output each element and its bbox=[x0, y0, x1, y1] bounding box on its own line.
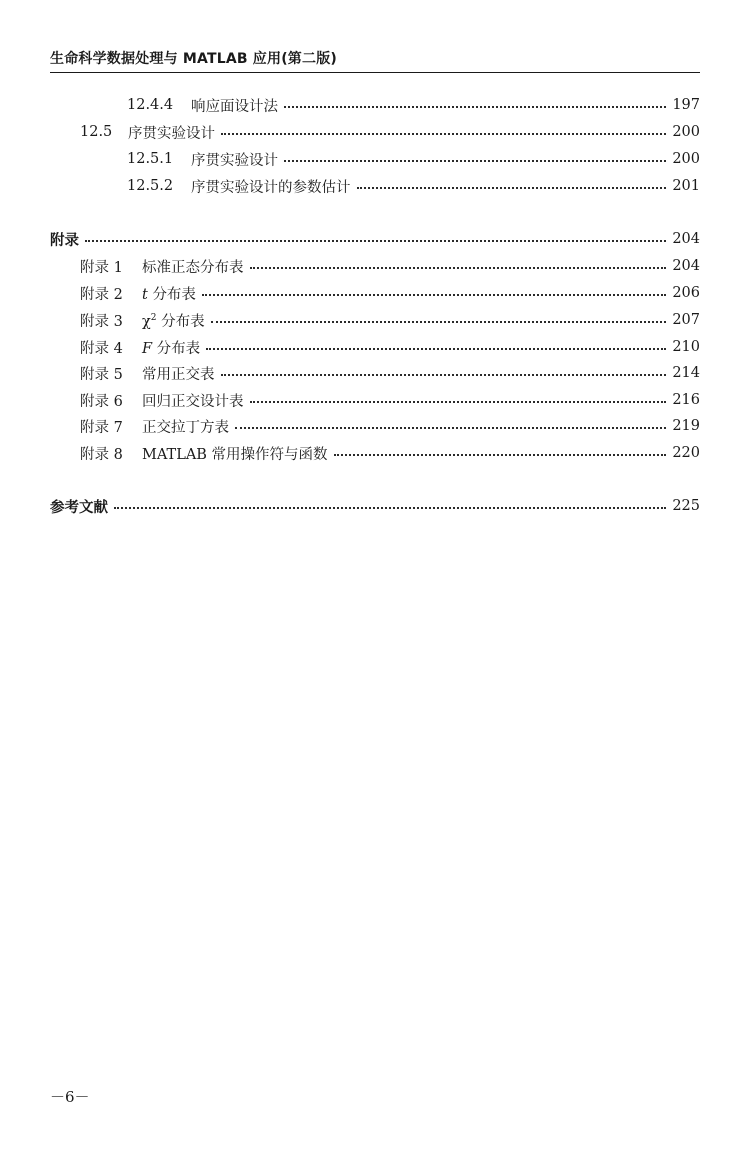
chi-superscript: 2 bbox=[150, 312, 157, 323]
toc-entry-appendix-4[interactable] bbox=[80, 334, 700, 360]
appendix-title: 回归正交设计表 bbox=[142, 393, 244, 410]
appendix-number: 附录 5 bbox=[80, 366, 123, 383]
footer-page-number: －6－ bbox=[50, 1088, 90, 1106]
appendix-title: 常用正交表 bbox=[142, 366, 215, 383]
toc-entry-12-5[interactable] bbox=[80, 119, 700, 145]
page-number: 220 bbox=[672, 445, 700, 461]
section-number: 12.5 bbox=[80, 124, 113, 140]
appendix-number: 附录 1 bbox=[80, 259, 123, 276]
running-header: 生命科学数据处理与 MATLAB 应用(第二版) bbox=[50, 51, 338, 67]
t-symbol: t bbox=[142, 286, 148, 303]
dot-leader bbox=[357, 187, 667, 189]
toc-entry-appendix-8[interactable] bbox=[80, 440, 700, 466]
toc-entry-appendix-7[interactable] bbox=[80, 413, 700, 439]
dot-leader bbox=[284, 160, 666, 162]
toc-entry-appendix-2[interactable] bbox=[80, 280, 700, 306]
toc-entry-appendix-5[interactable] bbox=[80, 360, 700, 386]
section-title: 序贯实验设计 bbox=[128, 125, 215, 142]
toc-entry-appendix-1[interactable] bbox=[80, 253, 700, 279]
page-number: 201 bbox=[672, 178, 700, 194]
dot-leader bbox=[211, 321, 667, 323]
toc-entry-12-4-4[interactable] bbox=[127, 92, 700, 118]
section-title: 序贯实验设计的参数估计 bbox=[191, 179, 351, 196]
dot-leader bbox=[221, 133, 666, 135]
appendix-title bbox=[142, 310, 205, 331]
page-number: 214 bbox=[672, 365, 700, 381]
dot-leader bbox=[202, 294, 666, 296]
page-number: 207 bbox=[672, 312, 700, 328]
f-symbol: F bbox=[142, 340, 153, 357]
toc-entry-appendix-6[interactable] bbox=[80, 387, 700, 413]
page-number: 206 bbox=[672, 285, 700, 301]
dot-leader bbox=[250, 267, 667, 269]
appendix-title bbox=[142, 283, 196, 304]
dot-leader bbox=[85, 240, 666, 242]
dot-leader bbox=[221, 374, 667, 376]
appendix-number: 附录 8 bbox=[80, 446, 123, 463]
dot-leader bbox=[114, 507, 666, 509]
toc-entry-12-5-2[interactable] bbox=[127, 173, 700, 199]
page-number: 216 bbox=[672, 392, 700, 408]
page-number: 204 bbox=[672, 231, 700, 247]
appendix-number: 附录 6 bbox=[80, 393, 123, 410]
chapter-title: 附录 bbox=[50, 232, 79, 249]
appendix-title-text: 分布表 bbox=[152, 286, 196, 303]
section-number: 12.5.2 bbox=[127, 178, 174, 194]
dot-leader bbox=[235, 427, 666, 429]
header-rule bbox=[50, 72, 700, 73]
appendix-number: 附录 2 bbox=[80, 286, 123, 303]
section-title: 序贯实验设计 bbox=[191, 152, 278, 169]
toc-entry-12-5-1[interactable] bbox=[127, 146, 700, 172]
section-number: 12.5.1 bbox=[127, 151, 174, 167]
page-number: 200 bbox=[672, 151, 700, 167]
appendix-title: MATLAB 常用操作符与函数 bbox=[142, 446, 328, 463]
page-number: 210 bbox=[672, 339, 700, 355]
section-title: 响应面设计法 bbox=[191, 98, 278, 115]
toc-entry-appendix[interactable] bbox=[50, 226, 700, 252]
dot-leader bbox=[284, 106, 666, 108]
section-number: 12.4.4 bbox=[127, 97, 174, 113]
page-number: 225 bbox=[672, 498, 700, 514]
page-number: 219 bbox=[672, 418, 700, 434]
chapter-title: 参考文献 bbox=[50, 499, 108, 516]
dot-leader bbox=[250, 401, 667, 403]
appendix-number: 附录 3 bbox=[80, 313, 123, 330]
appendix-title bbox=[142, 337, 200, 358]
page-number: 197 bbox=[672, 97, 700, 113]
dot-leader bbox=[206, 348, 666, 350]
appendix-title-text: 分布表 bbox=[156, 340, 201, 357]
appendix-title: 标准正态分布表 bbox=[142, 259, 244, 276]
toc-entry-references[interactable] bbox=[50, 493, 700, 519]
toc-entry-appendix-3[interactable] bbox=[80, 307, 700, 333]
appendix-title-text: 分布表 bbox=[161, 313, 205, 330]
page-number: 204 bbox=[672, 258, 700, 274]
page-number: 200 bbox=[672, 124, 700, 140]
appendix-number: 附录 4 bbox=[80, 340, 123, 357]
chi-symbol: χ bbox=[142, 313, 151, 330]
appendix-title: 正交拉丁方表 bbox=[142, 419, 229, 436]
appendix-number: 附录 7 bbox=[80, 419, 123, 436]
dot-leader bbox=[334, 454, 667, 456]
